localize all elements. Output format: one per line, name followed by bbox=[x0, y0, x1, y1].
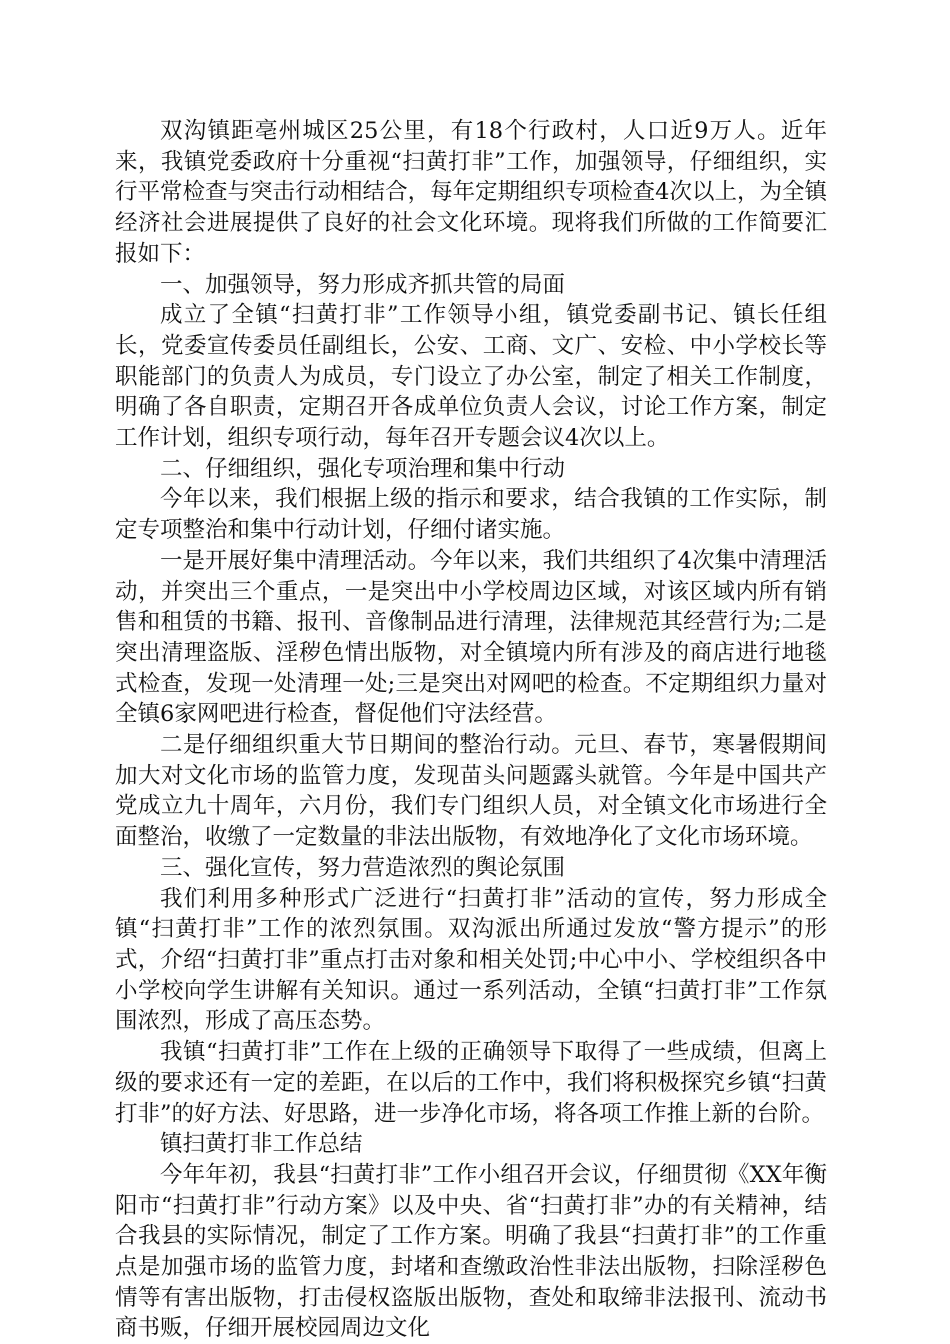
section-heading-1: 一、加强领导，努力形成齐抓共管的局面 bbox=[160, 271, 566, 298]
section-2-paragraph-1: 今年以来，我们根据上级的指示和要求，结合我镇的工作实际，制定专项整治和集中行动计划，仔细付诸实施。 bbox=[115, 486, 827, 544]
document-body bbox=[115, 116, 827, 1344]
second-title-heading: 镇扫黄打非工作总结 bbox=[160, 1131, 363, 1158]
section-heading-3: 三、强化宣传，努力营造浓烈的舆论氛围 bbox=[160, 854, 566, 881]
section-1-paragraph: 成立了全镇“扫黄打非”工作领导小组，镇党委副书记、镇长任组长，党委宣传委员任副组长，公安、工商、文广、安检、中小学校长等职能部门的负责人为成员，专门设立了办公室，制定了相关工作制度，明确了各自职责，定期召开各成单位负责人会议，讨论工作方案，制定工作计划，组织专项行动，每年召开专题会议4次以上。 bbox=[115, 302, 827, 452]
section-2-paragraph-3: 二是仔细组织重大节日期间的整治行动。元旦、春节，寒暑假期间加大对文化市场的监管力度，发现苗头问题露头就管。今年是中国共产党成立九十周年，六月份，我们专门组织人员，对全镇文化市场进行全面整治，收缴了一定数量的非法出版物，有效地净化了文化市场环境。 bbox=[115, 732, 827, 851]
section-3-paragraph: 我们利用多种形式广泛进行“扫黄打非”活动的宣传，努力形成全镇“扫黄打非”工作的浓烈氛围。双沟派出所通过发放“警方提示”的形式，介绍“扫黄打非”重点打击对象和相关处罚;中心中小、学校组织各中小学校向学生讲解有关知识。通过一系列活动，全镇“扫黄打非”工作氛围浓烈，形成了高压态势。 bbox=[115, 885, 827, 1035]
section-heading-2: 二、仔细组织，强化专项治理和集中行动 bbox=[160, 455, 566, 482]
conclusion-paragraph: 我镇“扫黄打非”工作在上级的正确领导下取得了一些成绩，但离上级的要求还有一定的差距，在以后的工作中，我们将积极探究乡镇“扫黄打非”的好方法、好思路，进一步净化市场，将各项工作推上新的台阶。 bbox=[115, 1039, 827, 1127]
section-2-paragraph-2: 一是开展好集中清理活动。今年以来，我们共组织了4次集中清理活动，并突出三个重点，一是突出中小学校周边区域，对该区域内所有销售和租赁的书籍、报刊、音像制品进行清理，法律规范其经营行为;二是突出清理盗版、淫秽色情出版物，对全镇境内所有涉及的商店进行地毯式检查，发现一处清理一处;三是突出对网吧的检查。不定期组织力量对全镇6家网吧进行检查，督促他们守法经营。 bbox=[115, 547, 827, 728]
second-intro-paragraph: 今年年初，我县“扫黄打非”工作小组召开会议，仔细贯彻《XX年衡阳市“扫黄打非”行动方案》以及中央、省“扫黄打非”办的有关精神，结合我县的实际情况，制定了工作方案。明确了我县“扫黄打非”的工作重点是加强市场的监管力度，封堵和查缴政治性非法出版物，扫除淫秽色情等有害出版物，打击侵权盗版出版物，查处和取缔非法报刊、流动书商书贩，仔细开展校园周边文化 bbox=[115, 1161, 827, 1342]
intro-paragraph: 双沟镇距亳州城区25公里，有18个行政村，人口近9万人。近年来，我镇党委政府十分重视“扫黄打非”工作，加强领导，仔细组织，实行平常检查与突击行动相结合，每年定期组织专项检查4次以上，为全镇经济社会进展提供了良好的社会文化环境。现将我们所做的工作简要汇报如下： bbox=[115, 118, 827, 267]
